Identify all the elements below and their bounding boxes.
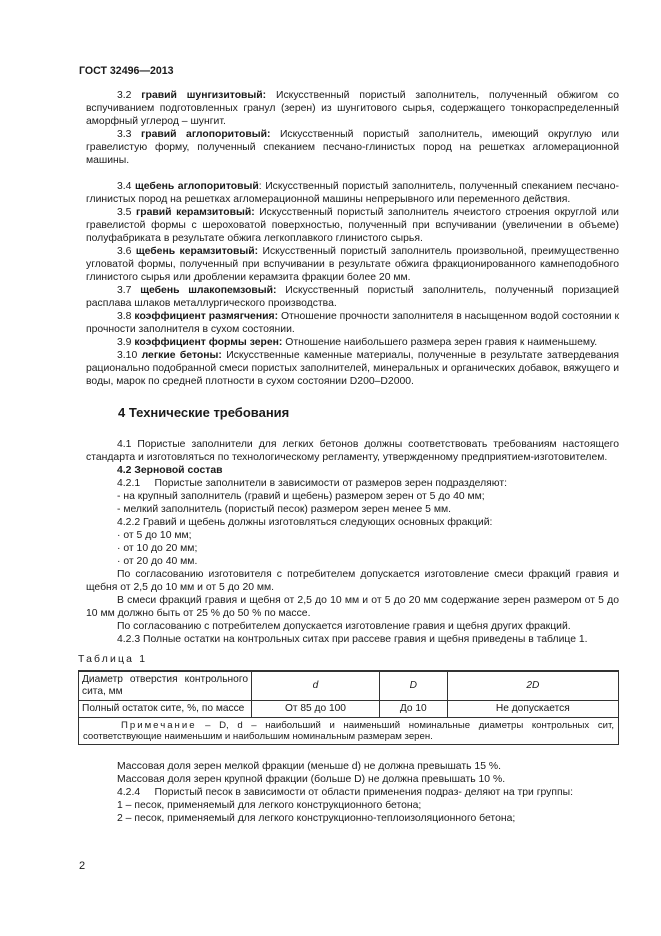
definition-3-7: 3.7 щебень шлакопемзовый: Искусственный пористый заполнитель, полученный поризацией расплава шлаков металлургического производства. bbox=[86, 285, 620, 309]
section-4-title: 4 Технические требования bbox=[118, 405, 290, 420]
table-cell: Диаметр отверстия контрольного сита, мм bbox=[79, 671, 252, 701]
agreement-paragraph: По согласованию изготовителя с потребителем допускается изготовление смеси фракций гравия и щебня от 2,5 до 10 мм и от 5 до 20 мм. bbox=[86, 569, 619, 593]
table-caption: Таблица 1 bbox=[78, 654, 148, 665]
definition-3-4: 3.4 щебень аглопоритовый: Искусственный пористый заполнитель, полученный спеканием песчано-глинистых пород на решетках агломерационной машины непрерывного или переменного действия. bbox=[86, 181, 620, 205]
definition-3-2: 3.2 гравий шунгизитовый: Искусственный пористый заполнитель, полученный обжигом со вспучиванием подготовленных гранул (зерен) из шунгитового сырья, содержащего тонкораспределенный аморфный углерод – шунгит. bbox=[86, 90, 619, 127]
clause-4-1: 4.1 Пористые заполнители для легких бетонов должны соответствовать требованиям настоящего стандарта и изготовляться по технологическому регламенту, утвержденному предприятием-изготовителем. bbox=[86, 439, 619, 463]
standard-header: ГОСТ 32496—2013 bbox=[79, 65, 174, 77]
list-item: · от 20 до 40 мм. bbox=[117, 556, 198, 567]
fine-fraction-paragraph: Массовая доля зерен мелкой фракции (меньше d) не должна превышать 15 %. bbox=[117, 761, 501, 772]
list-item: · от 5 до 10 мм; bbox=[117, 530, 192, 541]
table-1 bbox=[78, 670, 619, 745]
clause-4-2-1: 4.2.1 Пористые заполнители в зависимости от размеров зерен подразделяют: bbox=[117, 478, 507, 489]
table-cell: Полный остаток сите, %, по массе bbox=[79, 701, 252, 718]
table-note-row bbox=[79, 718, 619, 745]
table-cell: d bbox=[252, 671, 380, 701]
table-cell: D bbox=[379, 671, 447, 701]
clause-4-2-heading: 4.2 Зерновой состав bbox=[117, 465, 223, 476]
table-cell: До 10 bbox=[379, 701, 447, 718]
table-row bbox=[79, 701, 619, 718]
table-cell: От 85 до 100 bbox=[252, 701, 380, 718]
mix-paragraph: В смеси фракций гравия и щебня от 2,5 до 10 мм и от 5 до 20 мм содержание зерен размером от 5 до 10 мм должно быть от 25 % до 50 % по массе. bbox=[86, 595, 619, 619]
coarse-fraction-paragraph: Массовая доля зерен крупной фракции (больше D) не должна превышать 10 %. bbox=[117, 774, 506, 785]
agreement-paragraph-2: По согласованию с потребителем допускается изготовление гравия и щебня других фракций. bbox=[117, 621, 571, 632]
table-cell: 2D bbox=[447, 671, 618, 701]
list-item: 1 – песок, применяемый для легкого конструкционного бетона; bbox=[117, 800, 422, 811]
clause-4-2-4: 4.2.4 Пористый песок в зависимости от области применения подраз- деляют на три группы: bbox=[117, 787, 573, 798]
table-row bbox=[79, 671, 619, 701]
definition-3-9: 3.9 коэффициент формы зерен: Отношение наибольшего размера зерен гравия к наименьшему. bbox=[117, 337, 598, 348]
definition-3-10: 3.10 легкие бетоны: Искусственные каменные материалы, полученные в результате затвердевания рационально подобранной смеси пористых заполнителей, минеральных и органических добавок, вяжущего и воды, марок по средней плотности в сухом состоянии D200–D2000. bbox=[86, 350, 619, 387]
list-item: 2 – песок, применяемый для легкого конструкционно-теплоизоляционного бетона; bbox=[117, 813, 516, 824]
list-item: - мелкий заполнитель (пористый песок) размером зерен менее 5 мм. bbox=[117, 504, 452, 515]
table-note: Примечание – D, d – наибольший и наименьший номинальные диаметры контрольных сит, соответствующие наименьшим и наибольшим номинальным размерам зерен. bbox=[79, 718, 619, 745]
list-item: · от 10 до 20 мм; bbox=[117, 543, 198, 554]
table-cell: Не допускается bbox=[447, 701, 618, 718]
definition-3-6: 3.6 щебень керамзитовый: Искусственный пористый заполнитель произвольной, преимущественно угловатой формы, полученный при вспучивании в результате обжига фракционированного камнеподобного глинистого сырья или дроблении керамзита фракции более 20 мм. bbox=[86, 246, 620, 283]
definition-3-3: 3.3 гравий аглопоритовый: Искусственный пористый заполнитель, имеющий округлую или гравелистую форму, полученный спеканием песчано-глинистых пород на решетках агломерационной машины. bbox=[86, 129, 619, 166]
list-item: - на крупный заполнитель (гравий и щебень) размером зерен от 5 до 40 мм; bbox=[117, 491, 485, 502]
clause-4-2-2: 4.2.2 Гравий и щебень должны изготовляться следующих основных фракций: bbox=[117, 517, 493, 528]
definition-3-5: 3.5 гравий керамзитовый: Искусственный пористый заполнитель ячеистого строения округлой или гравелистой формы с шероховатой поверхностью, полученный при вспучивании (увеличении в объеме) полуфабриката в результате обжига легкоплавкого глинистого сырья. bbox=[86, 207, 619, 244]
document-body bbox=[78, 89, 620, 825]
clause-4-2-3: 4.2.3 Полные остатки на контрольных ситах при рассеве гравия и щебня приведены в таблице 1. bbox=[117, 634, 588, 645]
definition-3-8: 3.8 коэффициент размягчения: Отношение прочности заполнителя в насыщенном водой состоянии к прочности заполнителя в сухом состоянии. bbox=[86, 311, 620, 335]
page-number: 2 bbox=[79, 860, 86, 872]
